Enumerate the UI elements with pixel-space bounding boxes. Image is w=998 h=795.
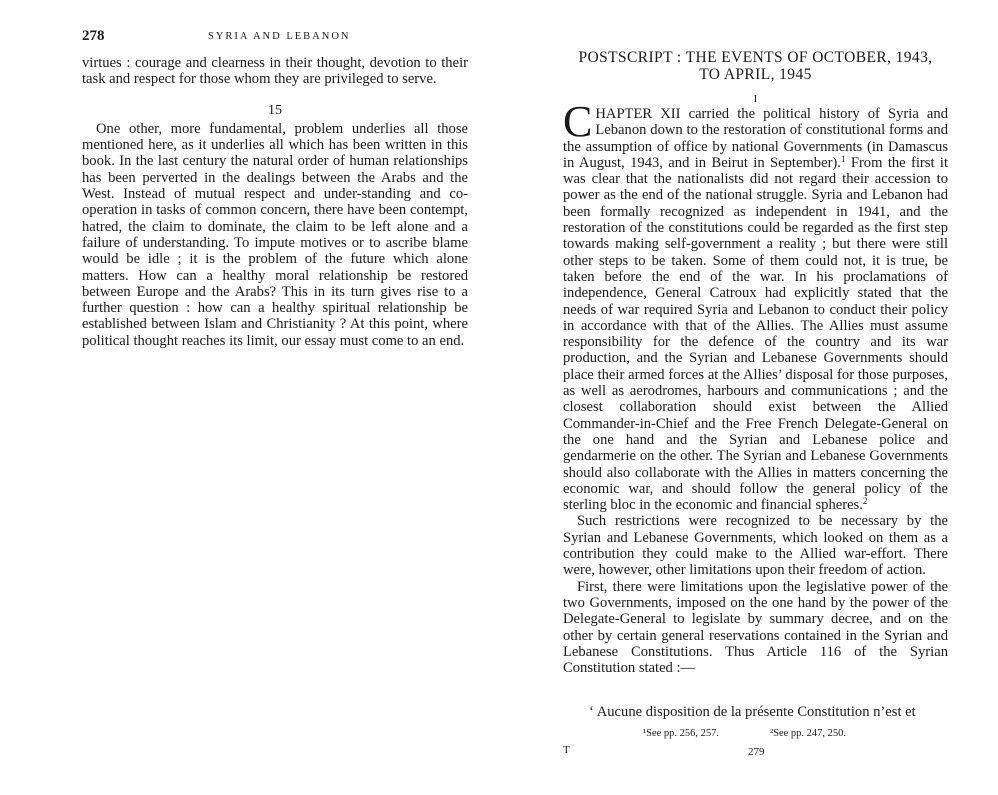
drop-cap: C — [563, 97, 593, 146]
chapter-title — [563, 49, 948, 83]
footnote-2: ²See pp. 247, 250. — [770, 728, 847, 739]
running-head — [82, 28, 468, 48]
section-number-left: 15 — [268, 102, 282, 118]
right-page — [499, 0, 998, 795]
right-text-column — [563, 97, 948, 677]
running-head-title: SYRIA AND LEBANON — [208, 31, 351, 42]
footnote-ref-2: 2 — [862, 496, 868, 507]
right-paragraph-1-continued: From the first it was clear that the nationalists did not regard their accession to power as the end of the national struggle. Syria and Lebanon had been formally recognized as independent in 1941, and the restoration of the constitutions could be regarded as the first step towards making self-government a reality ; but there were still other steps to be taken. Some of them could not, it is true, be taken before the end of the war. In his proclamations of independence, General Catroux had explicitly stated that the needs of war required Syria and Lebanon to conduct their policy in accordance with that of the Allies. The Allies must assume responsibility for the defence of the country and its war production, and the Syrian and Lebanese Governments should place their armed forces at the Allies’ disposal for those purposes, as well as aerodromes, harbours and communications ; and the closest collaboration should exist between the Allied Commander-in-Chief and the Free French Delegate-General on the one hand and the Syrian and Lebanese police and gendarmerie on the other. The Syrian and Lebanese Governments should also collaborate with the Allies in matters concerning the economic war, and should follow the general policy of the sterling bloc in the economic and financial spheres. — [563, 154, 948, 514]
left-paragraph-1: virtues : courage and clearness in their thought, devotion to their task and respect for those whom they are privileged to serve. — [82, 55, 468, 88]
page-number-left: 278 — [82, 28, 105, 44]
signature-mark: T — [563, 744, 570, 756]
quotation: ‘ Aucune disposition de la présente Constitution n’est et — [589, 704, 916, 720]
section-number-right: I — [753, 93, 758, 105]
page-number-right: 279 — [748, 746, 765, 758]
right-paragraph-1-text: HAPTER XII carried the political history of Syria and Lebanon down to the restoration of constitutional forms and the assumption of office by national Governments (in Damascus in August, 1943, and in Beirut in September). — [563, 106, 948, 171]
left-paragraph-2: One other, more fundamental, problem underlies all those mentioned here, as it underlies all which has been written in this book. In the last century the natural order of human relationships has been perverted in the dealings between the Arabs and the West. Instead of mutual respect and under-standing and co-operation in tasks of common concern, there have been contempt, hatred, the claim to dominate, the claim to be left alone and a failure of understanding. To impute motives or to ascribe blame would be idle ; it is the problem of the future which alone matters. How can a healthy moral relationship be restored between Europe and the Arabs? This in its turn gives rise to a further question : how can a healthy spiritual relationship be established between Islam and Christianity ? At this point, where political thought reaches its limit, our essay must come to an end. — [82, 120, 468, 349]
right-paragraph-2: Such restrictions were recognized to be necessary by the Syrian and Lebanese Governments, which looked on them as a contribution they could make to the Allied war-effort. There were, however, other limitations upon their freedom of action. — [563, 513, 948, 579]
footnote-ref-1: 1 — [840, 153, 846, 164]
left-text-column — [82, 55, 468, 349]
chapter-title-line-1: POSTSCRIPT : THE EVENTS OF OCTOBER, 1943, — [578, 49, 933, 66]
footnote-1: ¹See pp. 256, 257. — [643, 728, 720, 739]
right-paragraph-3: First, there were limitations upon the legislative power of the two Governments, imposed on the one hand by the power of the Delegate-General to legislate by summary decree, and on the other by certain general reservations contained in the Syrian and Lebanese Constitutions. Thus Article 116 of the Syrian Constitution stated :— — [563, 578, 948, 677]
chapter-title-line-2: TO APRIL, 1945 — [699, 66, 812, 83]
right-paragraph-1 — [563, 97, 948, 514]
